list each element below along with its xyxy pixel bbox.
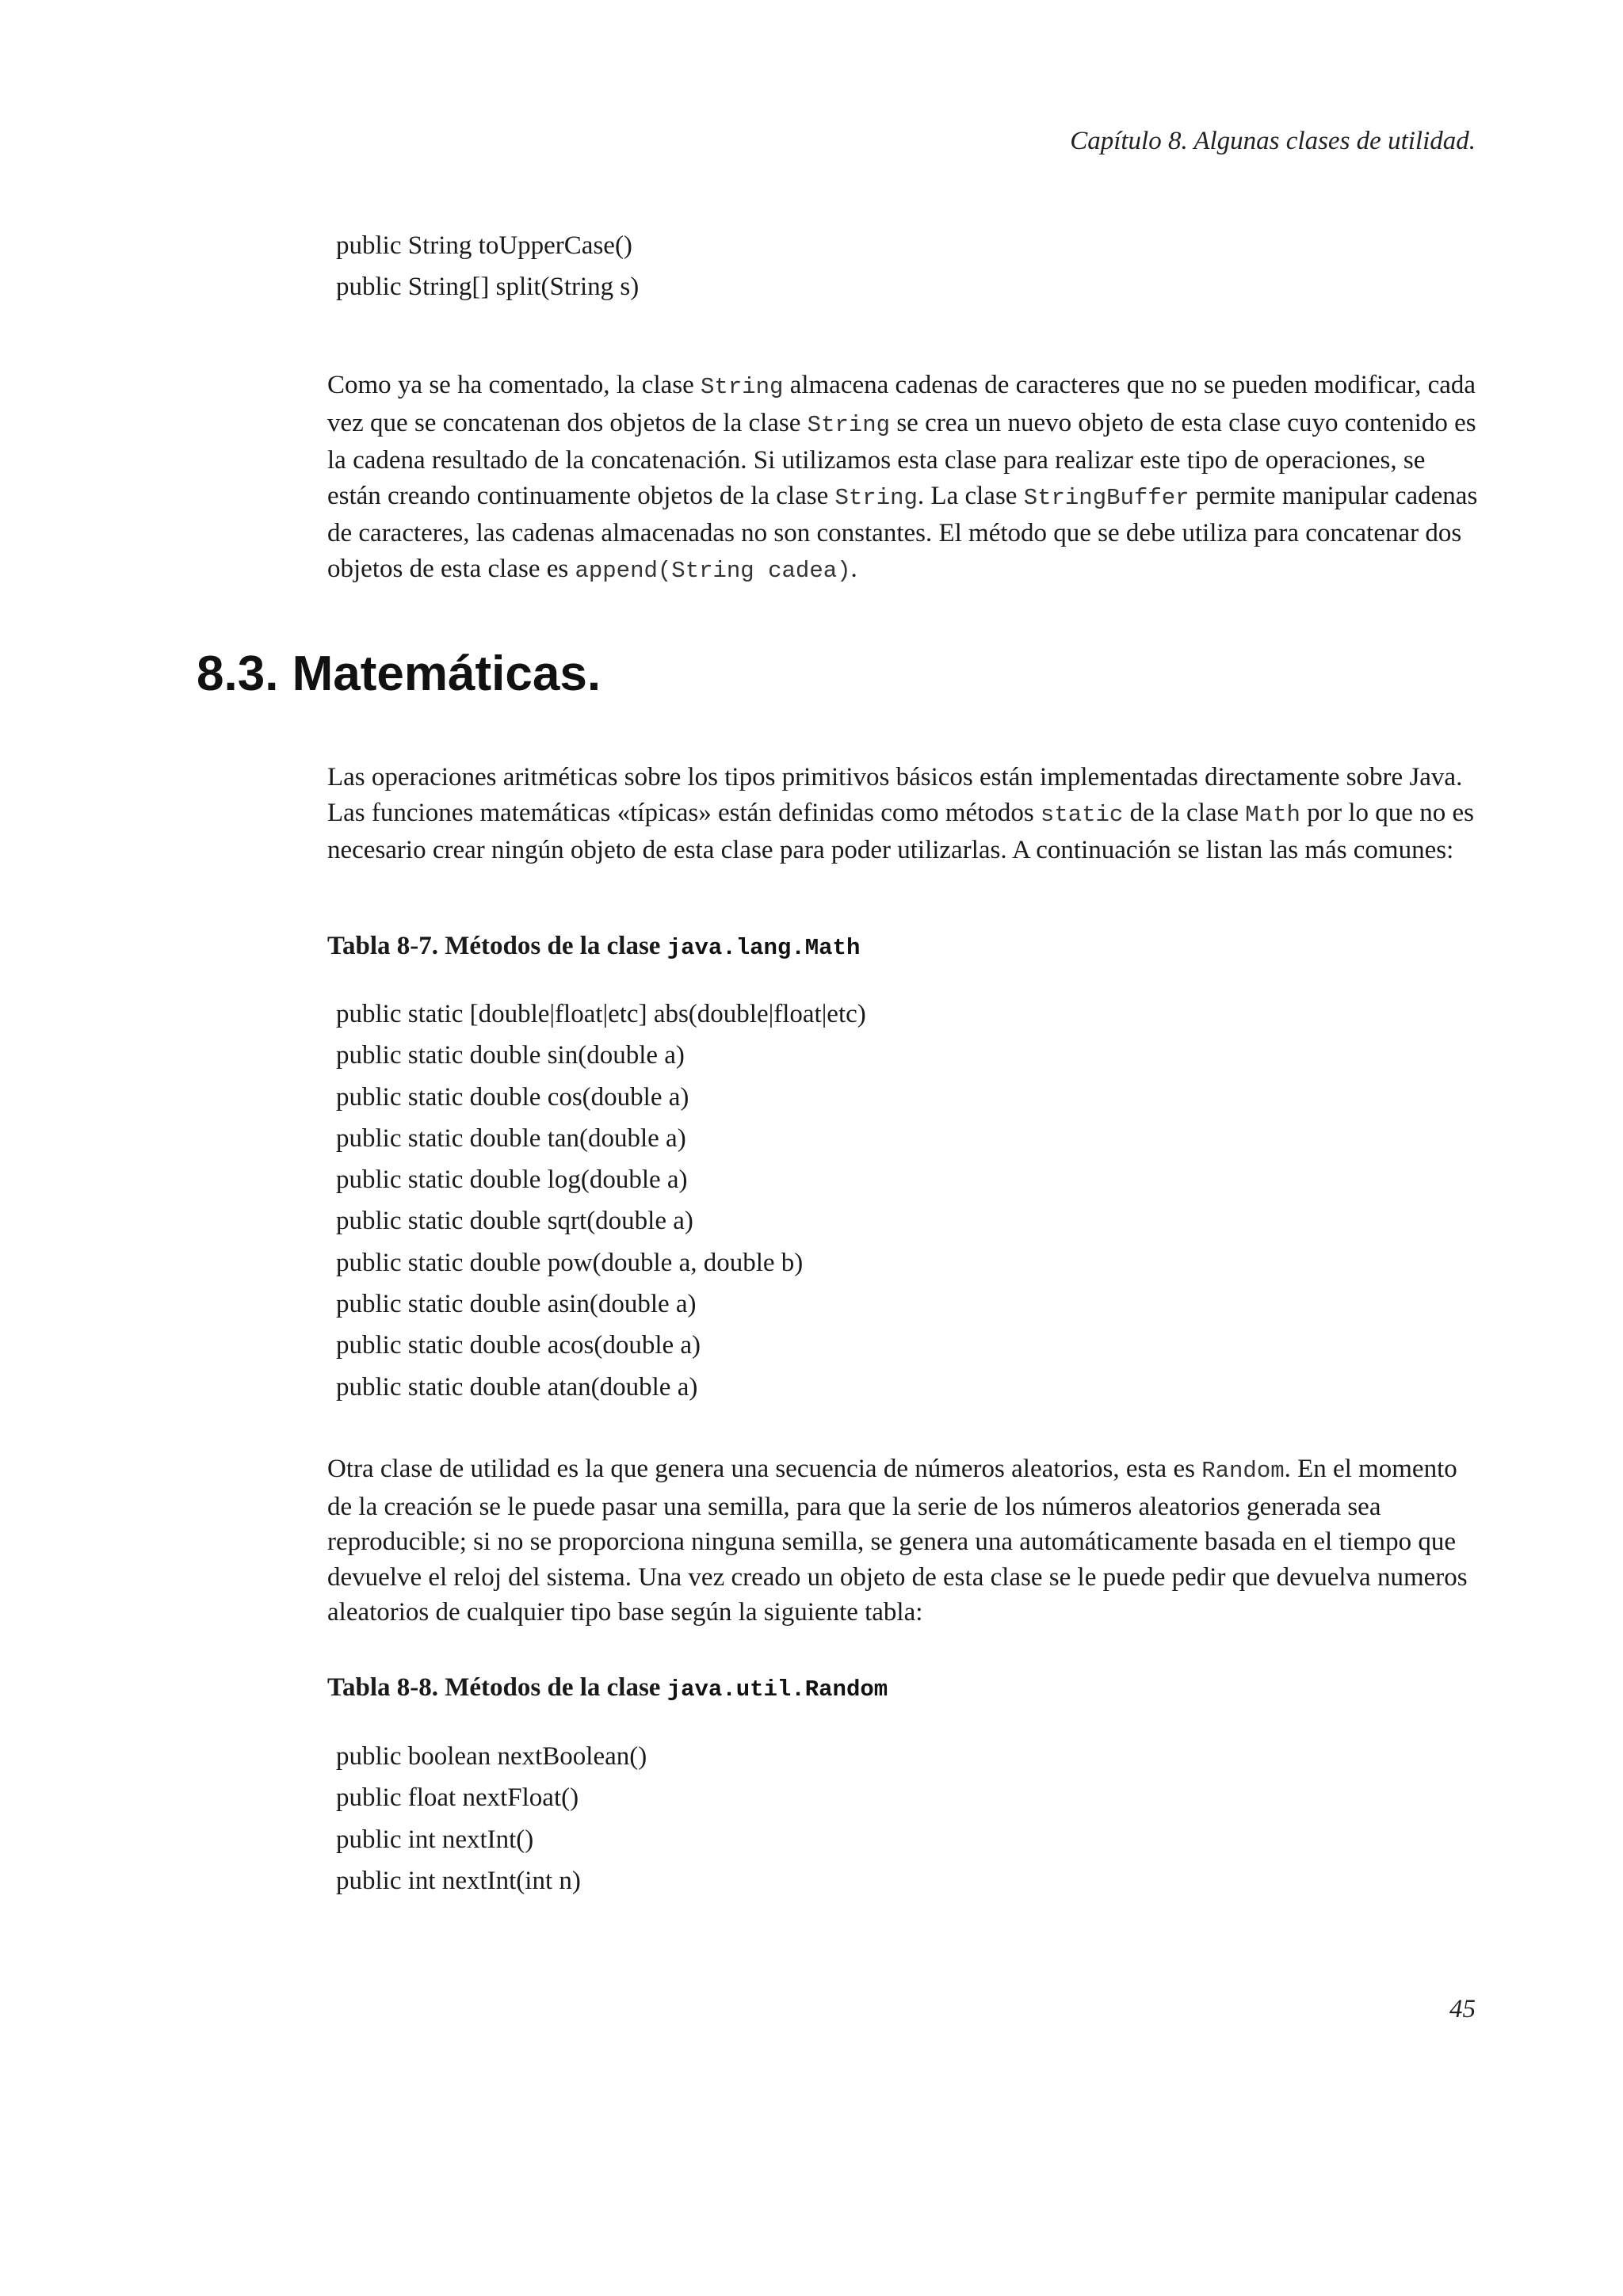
method-signature: public static double acos(double a): [336, 1331, 701, 1360]
method-signature: public int nextInt(): [336, 1825, 534, 1854]
method-signature: public static double atan(double a): [336, 1372, 698, 1402]
inline-code: Math: [1245, 801, 1300, 828]
random-paragraph: Otra clase de utilidad es la que genera una secuencia de números aleatorios, esta es Random. En el momento de la creación se le puede pasar una semilla, para que la serie de los números aleatorios generada sea reproducible; si no se proporciona ninguna semilla, se genera una automáticamente basada en el tiempo que devuelve el reloj del sistema. Una vez creado un objeto de esta clase se le puede pedir que devuelva numeros aleatorios de cualquier tipo base según la siguiente tabla:: [327, 1455, 1468, 1627]
method-signature: public String toUpperCase(): [336, 231, 632, 260]
method-signature: public static double log(double a): [336, 1165, 688, 1195]
caption-code: java.util.Random: [666, 1676, 888, 1703]
table-caption-math: Tabla 8-7. Métodos de la clase java.lang.Math: [327, 932, 861, 961]
method-signature: public static [double|float|etc] abs(double|float|etc): [336, 1000, 866, 1028]
inline-code: Random: [1201, 1458, 1285, 1484]
method-signature: public static double sqrt(double a): [336, 1207, 693, 1236]
method-signature: public float nextFloat(): [336, 1783, 579, 1813]
method-signature: public static double pow(double a, double b): [336, 1248, 804, 1277]
method-signature: public int nextInt(int n): [336, 1866, 581, 1895]
inline-code: String: [701, 374, 784, 400]
random-methods-list: [336, 1736, 647, 1901]
caption-code: java.lang.Math: [666, 935, 861, 961]
running-header: Capítulo 8. Algunas clases de utilidad.: [1070, 127, 1476, 155]
method-signature: public static double sin(double a): [336, 1041, 685, 1070]
page-number: 45: [1449, 1995, 1476, 2023]
method-signature: public String[] split(String s): [336, 273, 640, 302]
method-signature: public static double tan(double a): [336, 1123, 686, 1153]
stringbuffer-paragraph: Como ya se ha comentado, la clase String almacena cadenas de caracteres que no se pueden modificar, cada vez que se concatenan dos objetos de la clase String se crea un nuevo objeto de esta clase cuyo contenido es la cadena resultado de la concatenación. Si utilizamos esta clase para realizar este tipo de operaciones, se están creando continuamente objetos de la clase String. La clase StringBuffer permite manipular cadenas de caracteres, las cadenas almacenadas no son constantes. El método que se debe utiliza para concatenar dos objetos de esta clase es append(String cadea).: [327, 371, 1478, 584]
string-methods-list: [336, 225, 639, 308]
inline-code: static: [1040, 801, 1124, 828]
inline-code: String: [834, 484, 918, 511]
method-signature: public static double cos(double a): [336, 1082, 689, 1112]
method-signature: public boolean nextBoolean(): [336, 1742, 647, 1771]
math-paragraph: Las operaciones aritméticas sobre los tipos primitivos básicos están implementadas directamente sobre Java. Las funciones matemáticas «típicas» están definidas como métodos static de la clase Math por lo que no es necesario crear ningún objeto de esta clase para poder utilizarlas. A continuación se listan las más comunes:: [327, 763, 1474, 865]
table-caption-random: Tabla 8-8. Métodos de la clase java.util.Random: [327, 1673, 888, 1703]
section-heading: 8.3. Matemáticas.: [197, 646, 601, 701]
inline-code: String: [807, 411, 891, 438]
inline-code: StringBuffer: [1023, 484, 1190, 511]
math-methods-list: [336, 994, 866, 1408]
method-signature: public static double asin(double a): [336, 1290, 697, 1319]
inline-code: append(String cadea): [575, 557, 851, 584]
